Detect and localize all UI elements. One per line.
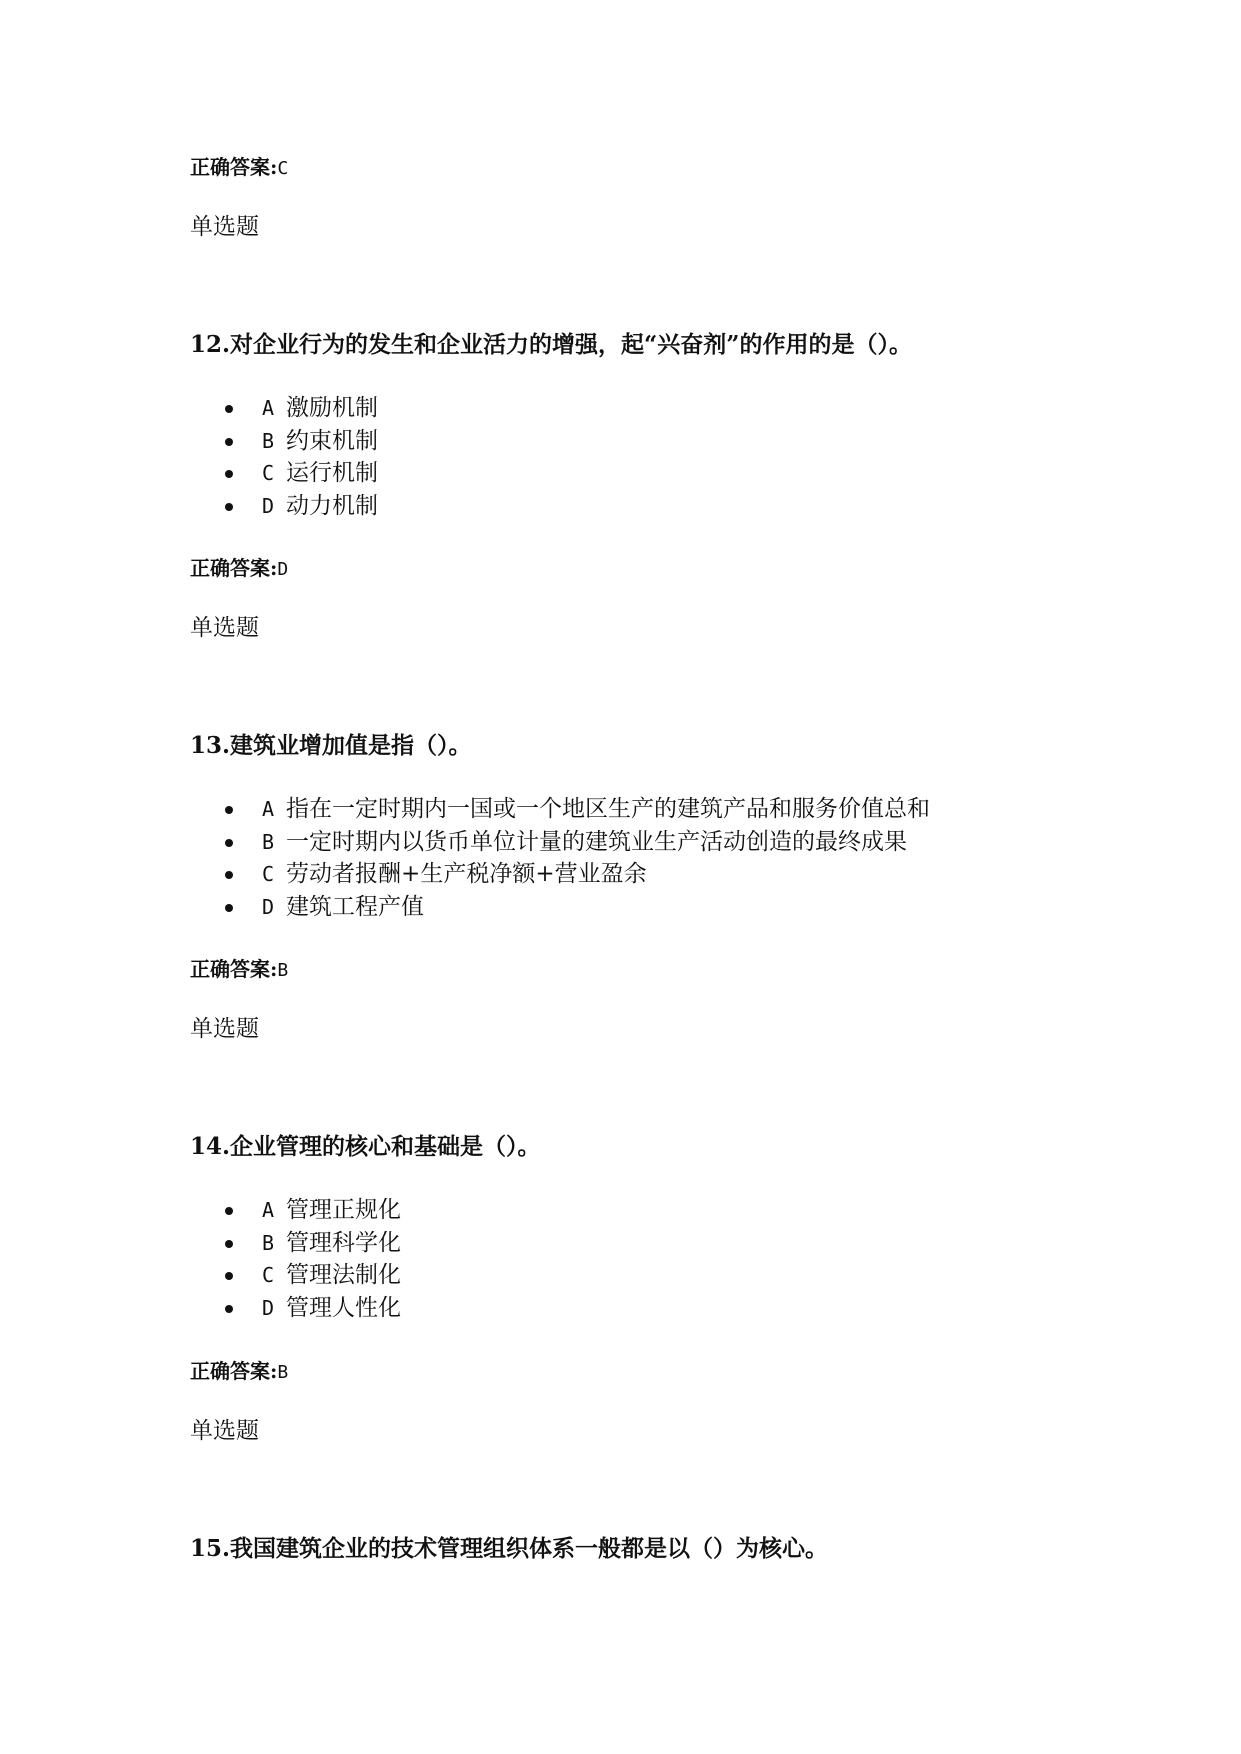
question-type: 单选题 xyxy=(190,1016,259,1042)
question-title: 14.企业管理的核心和基础是（）。 xyxy=(190,1133,541,1160)
correct-answer xyxy=(190,554,288,584)
question-title: 13.建筑业增加值是指（）。 xyxy=(190,732,472,759)
option-letter: D xyxy=(262,894,275,919)
answer-label: 正确答案: xyxy=(190,155,278,179)
answer-value: B xyxy=(277,960,289,981)
bullet-icon xyxy=(225,405,233,413)
option-list xyxy=(0,1194,401,1324)
option-letter: A xyxy=(262,1198,275,1222)
question-type: 单选题 xyxy=(190,1418,259,1444)
option-item xyxy=(0,392,378,425)
option-list xyxy=(0,793,930,923)
option-list xyxy=(0,392,378,522)
bullet-icon xyxy=(225,1240,233,1248)
question-title: 12.对企业行为的发生和企业活力的增强，起“兴奋剂”的作用的是（）。 xyxy=(190,331,912,358)
option-item xyxy=(0,490,378,523)
option-letter: D xyxy=(262,493,275,518)
bullet-icon xyxy=(225,1207,233,1215)
question-title: 15.我国建筑企业的技术管理组织体系一般都是以（）为核心。 xyxy=(190,1535,829,1562)
option-text: 管理科学化 xyxy=(286,1229,402,1256)
option-letter: A xyxy=(262,797,275,821)
option-letter: D xyxy=(262,1295,275,1320)
bullet-icon xyxy=(225,839,233,847)
question-type: 单选题 xyxy=(190,615,259,641)
bullet-icon xyxy=(225,503,233,511)
option-item xyxy=(0,891,930,924)
correct-answer xyxy=(190,153,288,183)
option-letter: B xyxy=(262,1230,275,1255)
option-text: 管理法制化 xyxy=(286,1262,402,1288)
option-letter: B xyxy=(262,829,275,854)
option-item xyxy=(0,1194,401,1227)
correct-answer xyxy=(190,1357,288,1387)
question-type: 单选题 xyxy=(190,214,259,240)
option-item xyxy=(0,1292,401,1325)
option-item xyxy=(0,457,378,490)
option-text: 动力机制 xyxy=(286,492,379,519)
option-text: 约束机制 xyxy=(286,427,379,454)
option-item xyxy=(0,793,930,826)
bullet-icon xyxy=(225,1305,233,1313)
bullet-icon xyxy=(225,438,233,446)
option-item xyxy=(0,826,930,859)
bullet-icon xyxy=(225,470,233,478)
option-text: 指在一定时期内一国或一个地区生产的建筑产品和服务价值总和 xyxy=(286,796,931,822)
answer-label: 正确答案: xyxy=(190,957,278,981)
option-text: 激励机制 xyxy=(286,395,379,421)
answer-label: 正确答案: xyxy=(190,1359,278,1383)
option-item xyxy=(0,858,930,891)
option-letter: A xyxy=(262,396,275,420)
option-text: 管理人性化 xyxy=(286,1294,402,1321)
option-text: 建筑工程产值 xyxy=(286,893,425,920)
option-item xyxy=(0,1227,401,1260)
option-text: 一定时期内以货币单位计量的建筑业生产活动创造的最终成果 xyxy=(286,828,908,855)
answer-value: C xyxy=(277,158,289,179)
answer-value: D xyxy=(277,559,289,580)
correct-answer xyxy=(190,955,288,985)
option-letter: B xyxy=(262,428,275,453)
option-text: 管理正规化 xyxy=(286,1197,402,1223)
answer-value: B xyxy=(277,1362,289,1383)
option-item xyxy=(0,425,378,458)
option-letter: C xyxy=(262,862,275,886)
option-letter: C xyxy=(262,1263,275,1287)
bullet-icon xyxy=(225,871,233,879)
bullet-icon xyxy=(225,904,233,912)
answer-label: 正确答案: xyxy=(190,556,278,580)
option-item xyxy=(0,1259,401,1292)
bullet-icon xyxy=(225,1272,233,1280)
option-text: 运行机制 xyxy=(286,460,379,486)
option-letter: C xyxy=(262,461,275,485)
option-text: 劳动者报酬+生产税净额+营业盈余 xyxy=(286,861,647,887)
bullet-icon xyxy=(225,806,233,814)
